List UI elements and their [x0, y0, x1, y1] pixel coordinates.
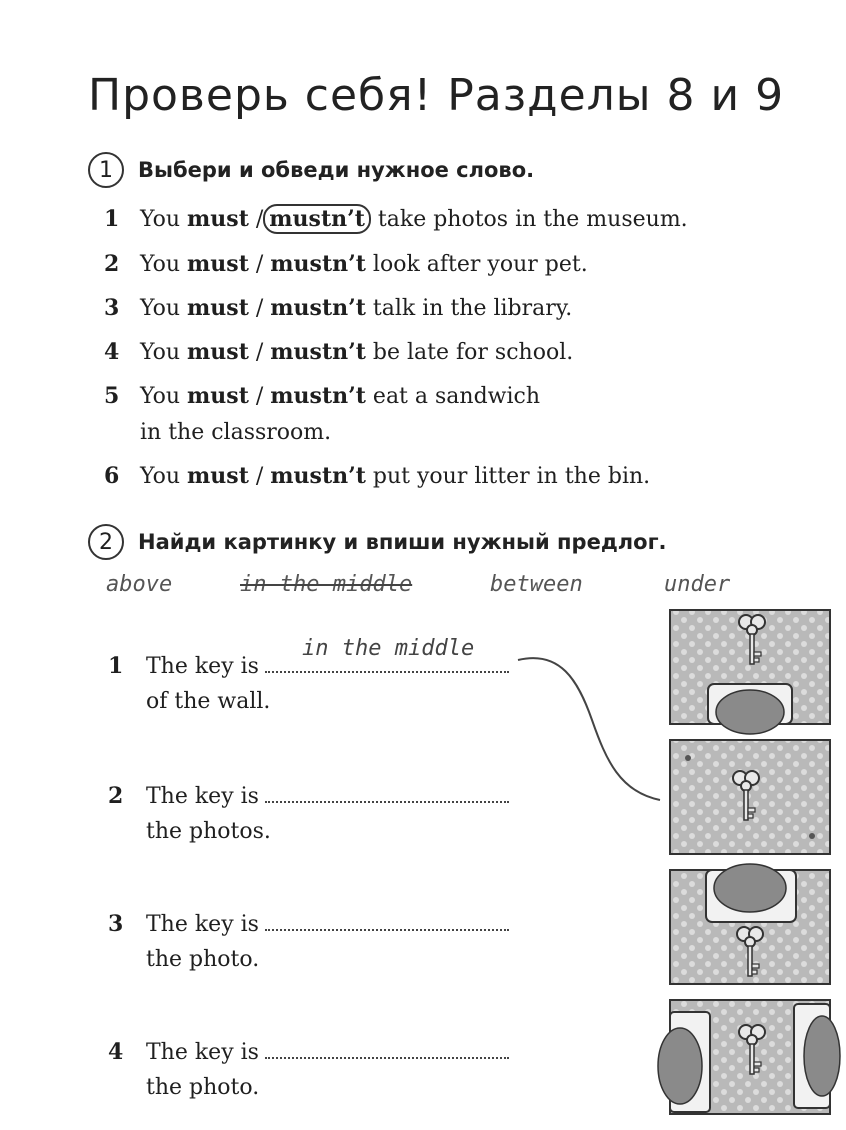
picture-4	[658, 1000, 840, 1114]
picture-3	[670, 864, 830, 984]
word-above: above	[106, 572, 173, 597]
picture-2	[670, 740, 830, 854]
word-between: between	[490, 572, 583, 597]
sentence-3: 3 You must / mustn’t talk in the library.	[104, 295, 573, 321]
sentence-1: 1 You must / mustn’t take photos in the museum.	[104, 206, 688, 232]
question-3-cont: the photo.	[146, 947, 260, 972]
question-4-cont: the photo.	[146, 1075, 260, 1100]
task-2-number: 2	[88, 524, 124, 560]
picture-1	[670, 610, 830, 734]
question-2-cont: the photos.	[146, 819, 271, 844]
handwritten-answer: in the middle	[302, 636, 475, 661]
sentence-4: 4 You must / mustn’t be late for school.	[104, 339, 574, 365]
question-2: 2 The key is	[108, 778, 509, 815]
sentence-2: 2 You must / mustn’t look after your pet.	[104, 251, 588, 277]
task-1-number: 1	[88, 152, 124, 188]
sentence-5-cont: in the classroom.	[140, 420, 332, 445]
connector-line	[518, 658, 660, 800]
task-1-instruction: Выбери и обведи нужное слово.	[138, 158, 535, 182]
sentence-5: 5 You must / mustn’t eat a sandwich	[104, 383, 541, 409]
circled-answer: mustn’t	[263, 204, 371, 234]
word-under: under	[664, 572, 731, 597]
question-1-cont: of the wall.	[146, 689, 271, 714]
word-in-the-middle: in the middle	[240, 572, 413, 597]
sentence-6: 6 You must / mustn’t put your litter in the bin.	[104, 463, 651, 489]
question-1: 1 The key is	[108, 648, 509, 685]
task-2-instruction: Найди картинку и впиши нужный предлог.	[138, 530, 667, 554]
question-4: 4 The key is	[108, 1034, 509, 1071]
question-3: 3 The key is	[108, 906, 509, 943]
page-title: Проверь себя! Разделы 8 и 9	[88, 70, 785, 121]
